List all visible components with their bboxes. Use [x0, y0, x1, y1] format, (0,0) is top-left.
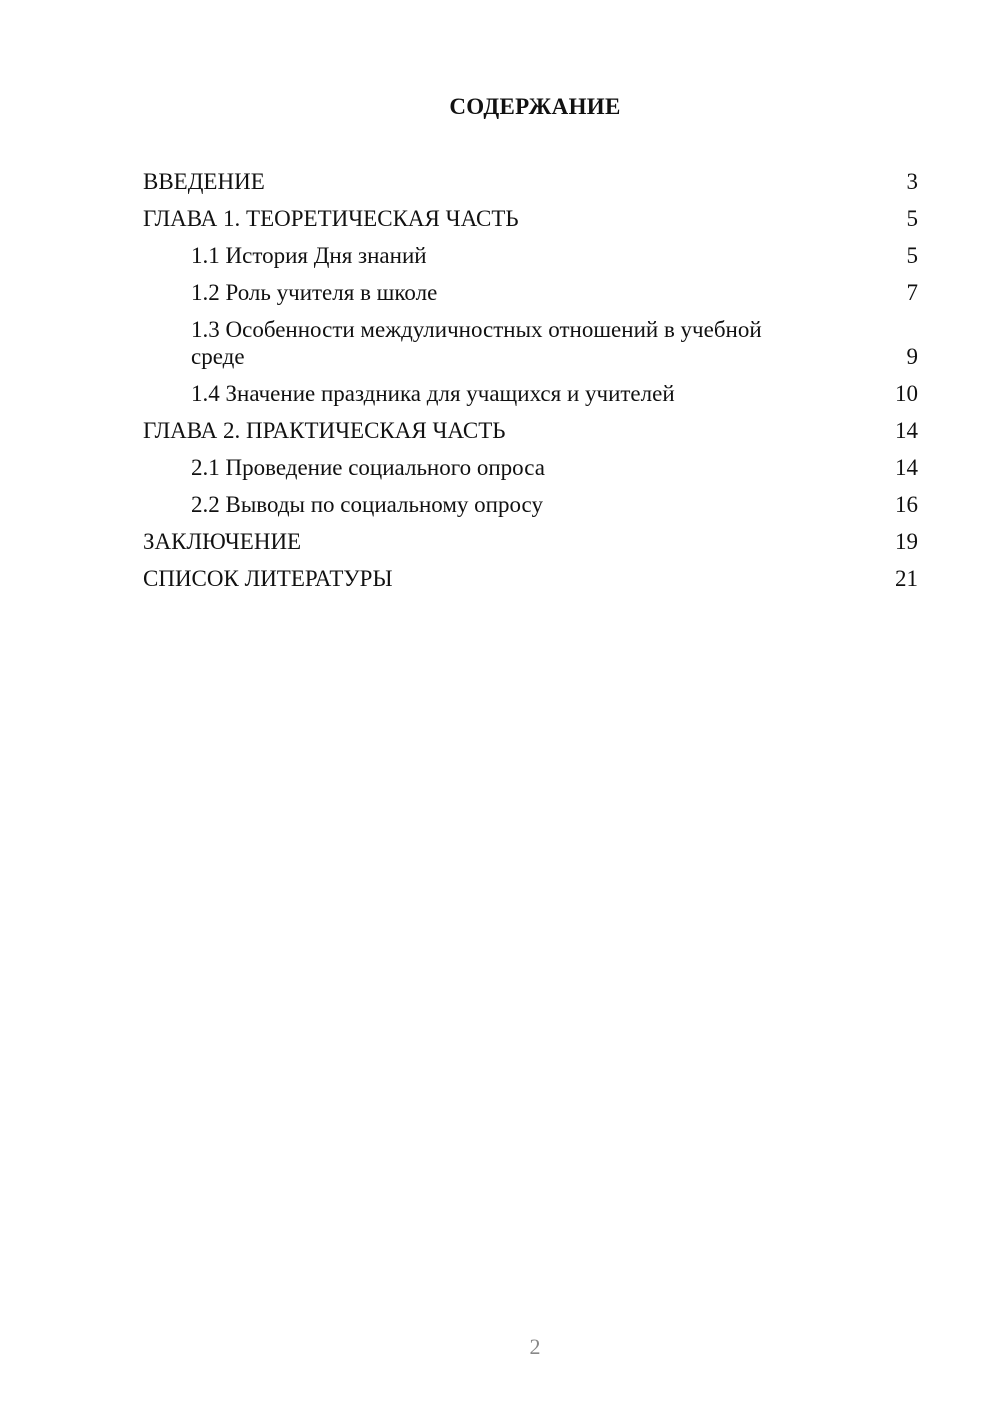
- toc-entry: [143, 205, 918, 232]
- toc-entry-page: 3: [906, 169, 918, 194]
- toc-entry: [143, 454, 918, 481]
- toc-entry-label: 2.2 Выводы по социальному опросу: [191, 492, 543, 517]
- toc-entry: [143, 316, 918, 370]
- toc-entry-label: 2.1 Проведение социального опроса: [191, 455, 545, 480]
- toc-entry-label: ГЛАВА 1. ТЕОРЕТИЧЕСКАЯ ЧАСТЬ: [143, 206, 519, 231]
- toc-entry-page: 14: [895, 418, 918, 443]
- toc-entry: [143, 242, 918, 269]
- toc-entry: [143, 491, 918, 518]
- toc-entry-label: 1.3 Особенности междуличностных отношений в учебной среде: [191, 317, 762, 369]
- toc-entry: [143, 380, 918, 407]
- toc-entry-label: СПИСОК ЛИТЕРАТУРЫ: [143, 566, 393, 591]
- toc-entry-page: 19: [895, 529, 918, 554]
- toc-entry-page: 16: [895, 492, 918, 517]
- toc-entry-page: 14: [895, 455, 918, 480]
- toc-entry-page: 5: [906, 206, 918, 231]
- page-title: СОДЕРЖАНИЕ: [449, 94, 621, 119]
- page-number: 2: [529, 1334, 541, 1359]
- toc-entry: [143, 168, 918, 195]
- toc-entry-page: 7: [906, 280, 918, 305]
- toc-entry-label: ВВЕДЕНИЕ: [143, 169, 265, 194]
- toc-entry-label: 1.2 Роль учителя в школе: [191, 280, 438, 305]
- toc-entry-page: 5: [906, 243, 918, 268]
- toc-entry-label: 1.4 Значение праздника для учащихся и учителей: [191, 381, 675, 406]
- toc-entry: [143, 528, 918, 555]
- toc-entry-label: ЗАКЛЮЧЕНИЕ: [143, 529, 302, 554]
- toc-entry-page: 9: [906, 344, 918, 369]
- toc-entry: [143, 279, 918, 306]
- toc-entry-label: 1.1 История Дня знаний: [191, 243, 427, 268]
- table-of-contents: [143, 168, 918, 602]
- toc-entry: [143, 417, 918, 444]
- toc-entry: [143, 565, 918, 592]
- toc-entry-label: ГЛАВА 2. ПРАКТИЧЕСКАЯ ЧАСТЬ: [143, 418, 506, 443]
- toc-entry-page: 21: [895, 566, 918, 591]
- toc-entry-page: 10: [895, 381, 918, 406]
